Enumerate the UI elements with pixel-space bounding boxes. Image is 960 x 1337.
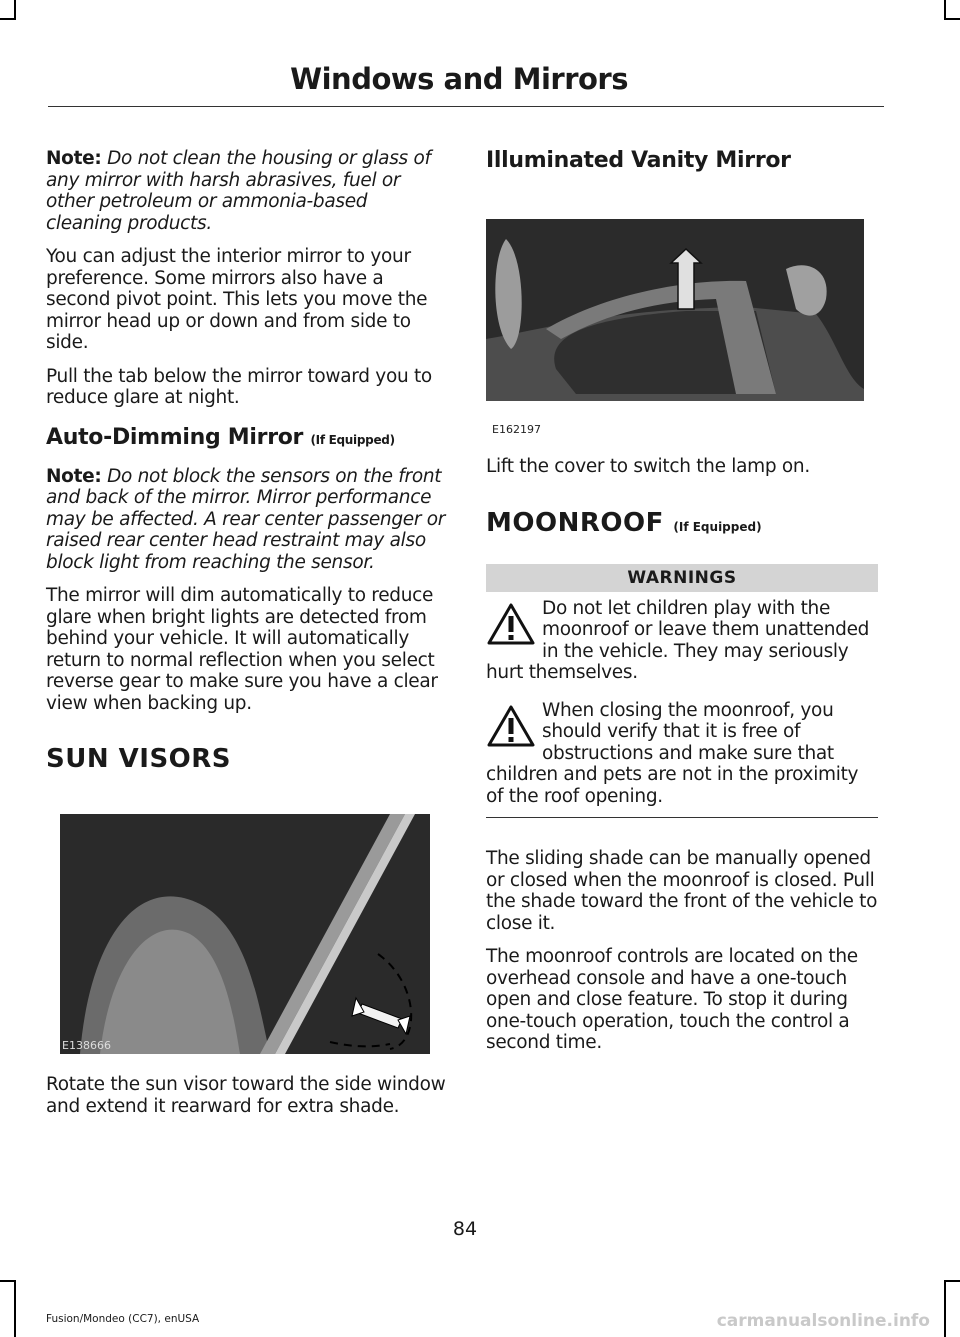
header-rule [48, 106, 884, 107]
paragraph-lift-cover: Lift the cover to switch the lamp on. [486, 456, 810, 477]
warning-triangle-icon [486, 602, 536, 646]
heading-suffix: (If Equipped) [673, 519, 762, 534]
paragraph-interior-mirror: You can adjust the interior mirror to your preference. Some mirrors also have a second pivot point. This lets you move the mirror head up or down and from side to side. [46, 246, 428, 353]
heading-moonroof [486, 508, 878, 538]
note-text: Do not clean the housing or glass of any mirror with harsh abrasives, fuel or other petroleum or ammonia-based cleaning products. [46, 148, 431, 234]
warning-closing-moonroof [486, 700, 878, 808]
note-mirror-sensors [46, 466, 446, 574]
heading-text: MOONROOF [486, 507, 664, 538]
right-column [486, 148, 878, 1066]
figure-code: E162197 [492, 423, 541, 436]
crop-mark-top-left-h [0, 18, 16, 20]
vanity-mirror-figure [486, 219, 864, 401]
paragraph-sliding-shade: The sliding shade can be manually opened or closed when the moonroof is closed. Pull the shade toward the front of the vehicle to close it. [486, 848, 878, 934]
watermark: carmanualsonline.info [716, 1311, 930, 1331]
warning-text: Do not let children play with the moonroof or leave them unattended in the vehicle. They may seriously hurt themselves. [486, 597, 870, 683]
note-mirror-cleaning [46, 148, 446, 234]
warning-children-moonroof [486, 598, 878, 684]
page-header-title: Windows and Mirrors [290, 62, 628, 96]
vanity-mirror-illustration [486, 219, 864, 401]
sun-visor-illustration [60, 814, 430, 1054]
note-label: Note: [46, 465, 102, 487]
page-number: 84 [452, 1218, 478, 1240]
crop-mark-top-right-h [944, 18, 960, 20]
crop-mark-bottom-left-v [14, 1280, 16, 1337]
note-text: Do not block the sensors on the front and back of the mirror. Mirror performance may be affected. A rear center passenger or raised rear center head restraint may also block light from reaching the sensor. [46, 465, 446, 573]
figure-code: E138666 [62, 1039, 111, 1052]
left-column [46, 148, 446, 1129]
crop-mark-bottom-right-v [944, 1280, 946, 1337]
note-label: Note: [46, 148, 102, 169]
footer-doc-id: Fusion/Mondeo (CC7), enUSA [46, 1313, 200, 1325]
heading-text: Auto-Dimming Mirror [46, 424, 304, 450]
heading-suffix: (If Equipped) [310, 432, 395, 447]
warnings-header: WARNINGS [486, 564, 878, 592]
crop-mark-top-right-v [944, 0, 946, 20]
warning-triangle-icon [486, 704, 536, 748]
warning-text: When closing the moonroof, you should verify that it is free of obstructions and make sure that children and pets are not in the proximity of the roof opening. [486, 699, 859, 807]
heading-auto-dimming-mirror [46, 425, 446, 450]
crop-mark-bottom-left-h [0, 1280, 16, 1282]
paragraph-auto-dim: The mirror will dim automatically to reduce glare when bright lights are detected from behind your vehicle. It will automatically return to normal reflection when you select reverse gear to make sure you have a clear view when backing up. [46, 585, 438, 714]
heading-illuminated-vanity-mirror: Illuminated Vanity Mirror [486, 148, 791, 173]
warnings-rule [486, 817, 878, 818]
heading-sun-visors: SUN VISORS [46, 744, 232, 774]
sun-visor-figure [60, 814, 430, 1054]
paragraph-pull-tab: Pull the tab below the mirror toward you to reduce glare at night. [46, 365, 432, 408]
paragraph-sun-visor: Rotate the sun visor toward the side window and extend it rearward for extra shade. [46, 1074, 446, 1117]
paragraph-moonroof-controls: The moonroof controls are located on the overhead console and have a one-touch open and close feature. To stop it during one-touch operation, touch the control a second time. [486, 946, 858, 1053]
crop-mark-top-left-v [14, 0, 16, 20]
crop-mark-bottom-right-h [944, 1280, 960, 1282]
